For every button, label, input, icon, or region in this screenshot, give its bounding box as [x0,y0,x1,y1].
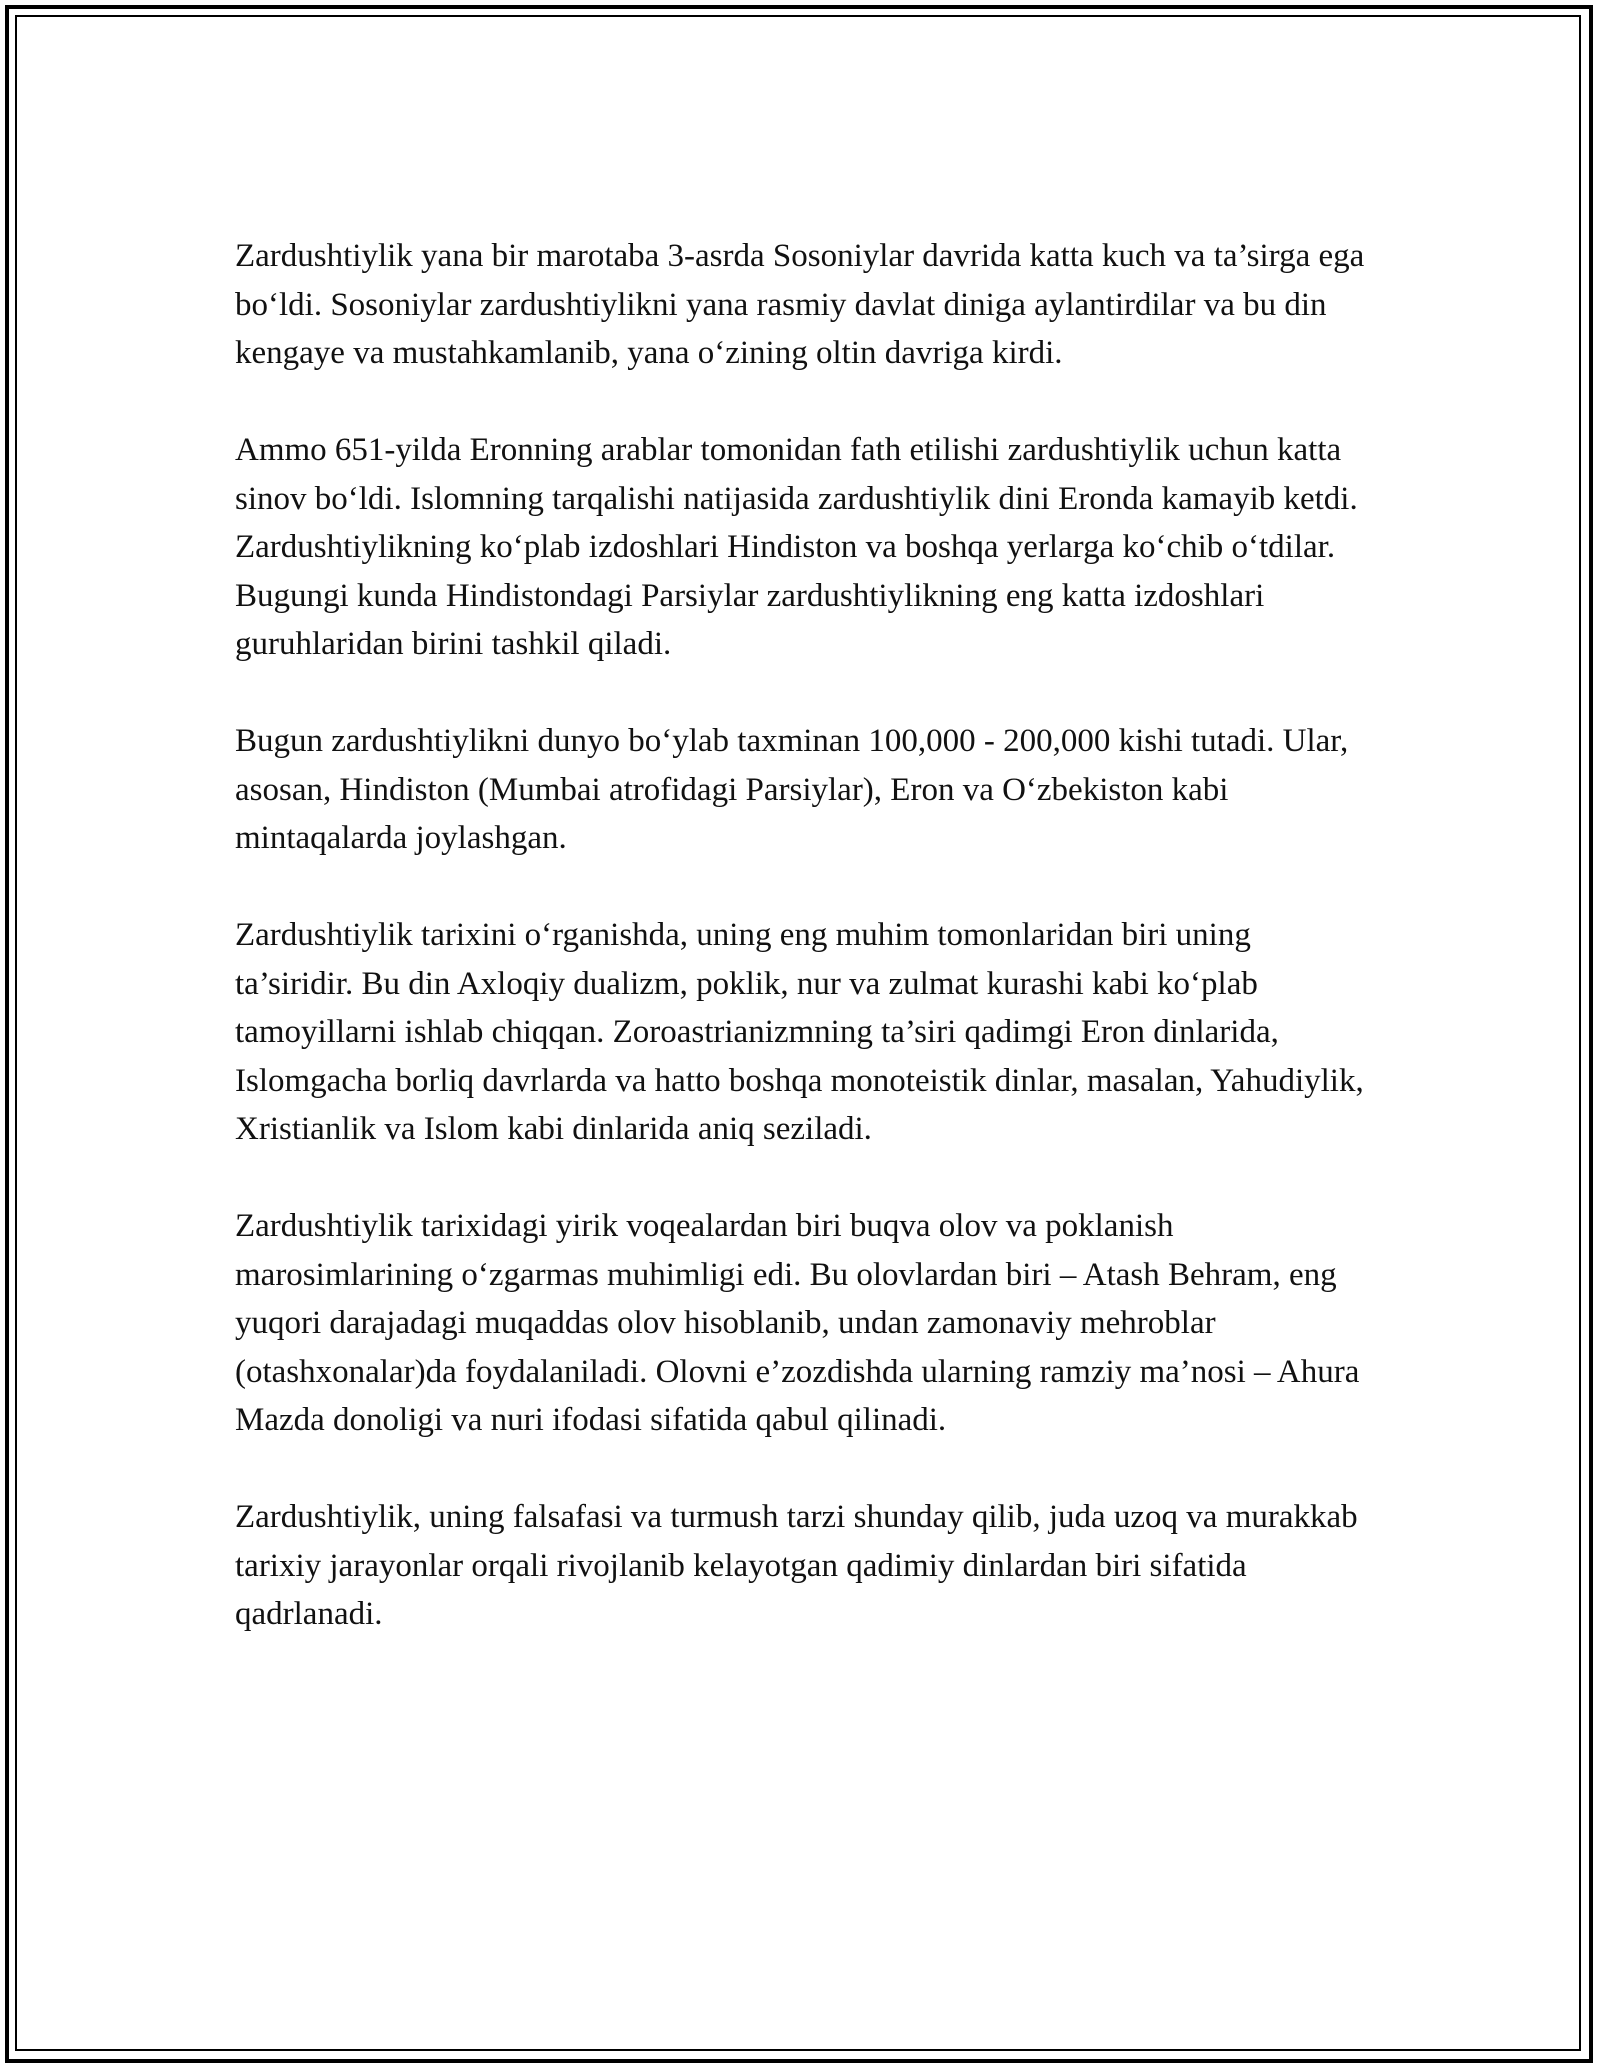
paragraph-3: Bugun zardushtiylikni dunyo bo‘ylab taxminan 100,000 - 200,000 kishi tutadi. Ular, asosan, Hindiston (Mumbai atrofidagi Parsiylar), Eron va O‘zbekiston kabi mintaqalarda joylashgan. [235,723,1349,856]
paragraph-4: Zardushtiylik tarixini o‘rganishda, uning eng muhim tomonlaridan biri uning ta’siridir. Bu din Axloqiy dualizm, poklik, nur va zulmat kurashi kabi ko‘plab tamoyillarni ishlab chiqqan. Zoroastrianizmning ta’siri qadimgi Eron dinlarida, Islomgacha borliq davrlarda va hatto boshqa monoteistik dinlar, masalan, Yahudiylik, Xristianlik va Islom kabi dinlarida aniq seziladi. [235,917,1364,1147]
document-body [235,232,1370,1687]
paragraph-1: Zardushtiylik yana bir marotaba 3-asrda Sosoniylar davrida katta kuch va ta’sirga ega bo‘ldi. Sosoniylar zardushtiylikni yana rasmiy davlat diniga aylantirdilar va bu din kengaye va mustahkamlanib, yana o‘zining oltin davriga kirdi. [235,238,1365,371]
paragraph-6: Zardushtiylik, uning falsafasi va turmush tarzi shunday qilib, juda uzoq va murakkab tarixiy jarayonlar orqali rivojlanib kelayotgan qadimiy dinlardan biri sifatida qadrlanadi. [235,1499,1358,1632]
paragraph-2: Ammo 651-yilda Eronning arablar tomonidan fath etilishi zardushtiylik uchun katta sinov bo‘ldi. Islomning tarqalishi natijasida zardushtiylik dini Eronda kamayib ketdi. Zardushtiylikning ko‘plab izdoshlari Hindiston va boshqa yerlarga ko‘chib o‘tdilar. Bugungi kunda Hindistondagi Parsiylar zardushtiylikning eng katta izdoshlari guruhlaridan birini tashkil qiladi. [235,432,1358,662]
paragraph-5: Zardushtiylik tarixidagi yirik voqealardan biri buqva olov va poklanish marosimlarining o‘zgarmas muhimligi edi. Bu olovlardan biri – Atash Behram, eng yuqori darajadagi muqaddas olov hisoblanib, undan zamonaviy mehroblar (otashxonalar)da foydalaniladi. Olovni e’zozdishda ularning ramziy ma’nosi – Ahura Mazda donoligi va nuri ifodasi sifatida qabul qilinadi. [235,1208,1360,1438]
